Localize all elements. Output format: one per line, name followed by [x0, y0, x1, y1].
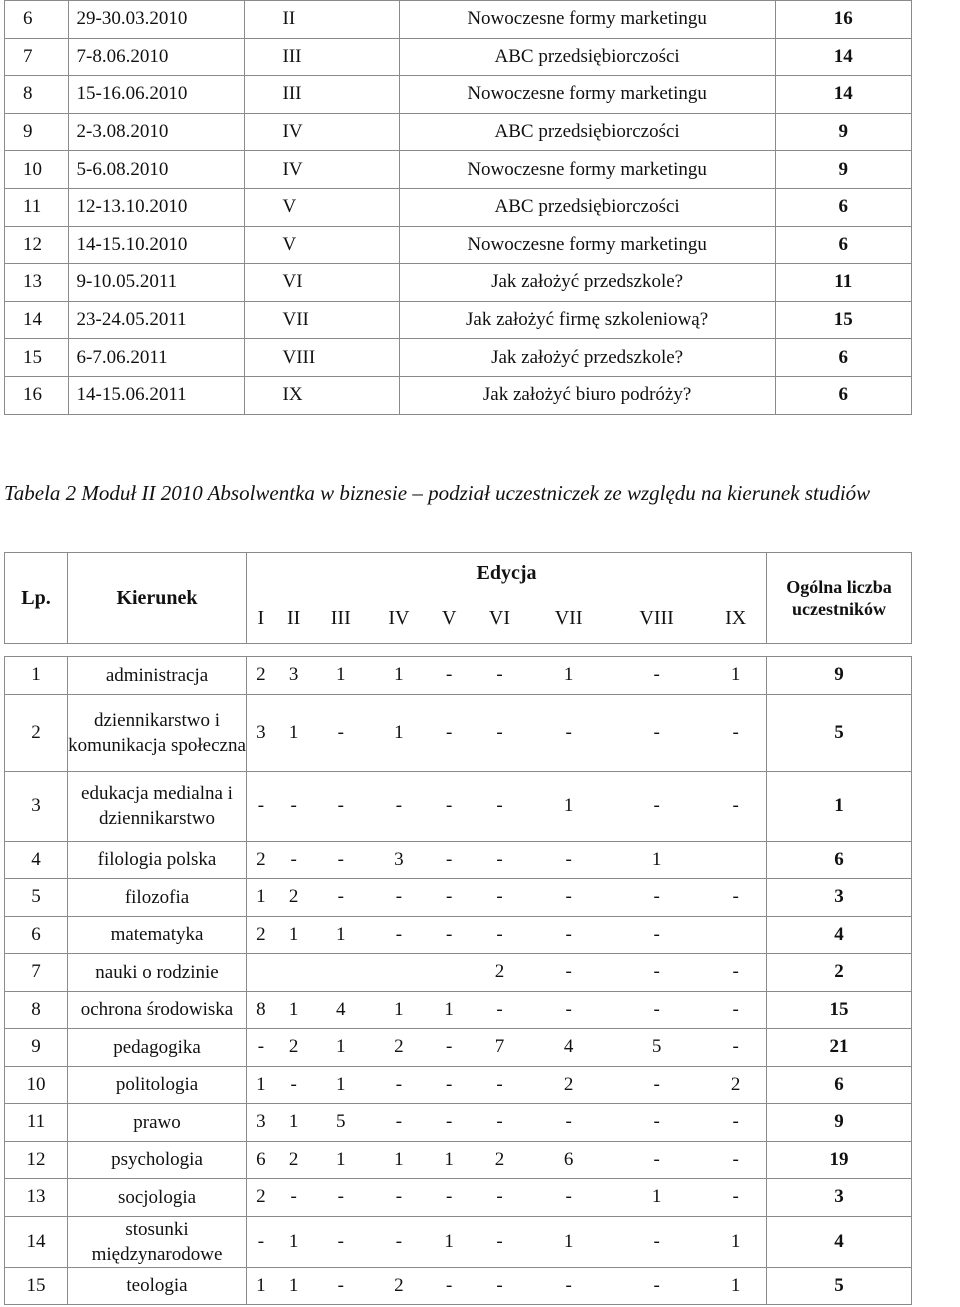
edition-8-value: - — [608, 1104, 705, 1142]
row-number: 8 — [5, 991, 68, 1029]
row-number: 15 — [5, 1267, 68, 1305]
edition-6-value: - — [470, 1066, 530, 1104]
edition-8-value: - — [608, 916, 705, 954]
edition-9-value — [705, 916, 766, 954]
edition-9-value: - — [705, 1104, 766, 1142]
date-cell: 7-8.06.2010 — [68, 38, 244, 76]
header-edition-5: V — [429, 595, 470, 644]
table-row — [5, 1066, 912, 1104]
edition-2-value: 2 — [275, 879, 313, 917]
edition-6-value: 7 — [470, 1029, 530, 1067]
date-cell: 12-13.10.2010 — [68, 188, 244, 226]
modules-table — [4, 0, 912, 415]
module-row — [5, 76, 912, 114]
edition-2-value: 3 — [275, 657, 313, 695]
edition-5-value — [429, 954, 470, 992]
module-row — [5, 188, 912, 226]
edition-9-value: - — [705, 1029, 766, 1067]
date-cell: 14-15.06.2011 — [68, 376, 244, 414]
table-row — [5, 1179, 912, 1217]
field-of-study-cell: ochrona środowiska — [68, 991, 247, 1029]
edition-7-value: - — [529, 1267, 608, 1305]
table-row — [5, 879, 912, 917]
edition-7-value: - — [529, 841, 608, 879]
header-edition-9: IX — [705, 595, 766, 644]
field-of-study-cell: politologia — [68, 1066, 247, 1104]
edition-2-value: 1 — [275, 1104, 313, 1142]
module-row — [5, 226, 912, 264]
module-row — [5, 38, 912, 76]
edition-1-value: 2 — [247, 916, 275, 954]
row-number: 6 — [5, 916, 68, 954]
participant-count-cell: 6 — [775, 376, 911, 414]
edition-9-value: - — [705, 771, 766, 841]
edition-7-value: - — [529, 916, 608, 954]
edition-7-value: 6 — [529, 1141, 608, 1179]
module-name-cell: Jak założyć firmę szkoleniową? — [399, 301, 775, 339]
table-row — [5, 916, 912, 954]
edition-4-value: - — [369, 1066, 429, 1104]
field-of-study-cell: dziennikarstwo i komunikacja społeczna — [68, 694, 247, 771]
date-cell: 23-24.05.2011 — [68, 301, 244, 339]
edition-cell: V — [244, 188, 399, 226]
edition-5-value: 1 — [429, 1216, 470, 1267]
table-row — [5, 1141, 912, 1179]
header-edition-3: III — [312, 595, 369, 644]
edition-8-value: - — [608, 1216, 705, 1267]
edition-4-value: 3 — [369, 841, 429, 879]
edition-8-value: - — [608, 1267, 705, 1305]
total-participants-cell: 9 — [767, 1104, 912, 1142]
edition-6-value: - — [470, 879, 530, 917]
edition-3-value: 1 — [312, 1029, 369, 1067]
edition-2-value — [275, 954, 313, 992]
total-participants-cell: 3 — [767, 1179, 912, 1217]
edition-3-value: 5 — [312, 1104, 369, 1142]
table-row — [5, 657, 912, 695]
edition-cell: IX — [244, 376, 399, 414]
module-name-cell: Nowoczesne formy marketingu — [399, 226, 775, 264]
table-row — [5, 1029, 912, 1067]
edition-7-value: 1 — [529, 1216, 608, 1267]
field-of-study-cell: psychologia — [68, 1141, 247, 1179]
table-row — [5, 771, 912, 841]
row-number: 7 — [5, 38, 69, 76]
edition-9-value: - — [705, 694, 766, 771]
edition-9-value: - — [705, 879, 766, 917]
edition-cell: IV — [244, 151, 399, 189]
edition-3-value: 1 — [312, 916, 369, 954]
edition-cell: VIII — [244, 339, 399, 377]
module-name-cell: Jak założyć przedszkole? — [399, 339, 775, 377]
edition-1-value: 2 — [247, 841, 275, 879]
edition-2-value: 1 — [275, 1216, 313, 1267]
edition-4-value: 2 — [369, 1267, 429, 1305]
table-caption: Tabela 2 Moduł II 2010 Absolwentka w biznesie – podział uczestniczek ze względu na kierunek studiów — [4, 481, 871, 505]
edition-5-value: 1 — [429, 991, 470, 1029]
date-cell: 9-10.05.2011 — [68, 264, 244, 302]
field-of-study-cell: edukacja medialna i dziennikarstwo — [68, 771, 247, 841]
edition-2-value: - — [275, 1066, 313, 1104]
edition-3-value: - — [312, 694, 369, 771]
edition-8-value: 1 — [608, 1179, 705, 1217]
edition-8-value: 1 — [608, 841, 705, 879]
edition-5-value: - — [429, 1104, 470, 1142]
edition-6-value: - — [470, 1179, 530, 1217]
edition-7-value: 2 — [529, 1066, 608, 1104]
table-row — [5, 694, 912, 771]
date-cell: 5-6.08.2010 — [68, 151, 244, 189]
edition-9-value: 2 — [705, 1066, 766, 1104]
edition-cell: VI — [244, 264, 399, 302]
edition-1-value: - — [247, 1029, 275, 1067]
edition-cell: III — [244, 38, 399, 76]
edition-4-value: 2 — [369, 1029, 429, 1067]
participant-count-cell: 6 — [775, 339, 911, 377]
edition-1-value: 2 — [247, 1179, 275, 1217]
module-name-cell: Jak założyć biuro podróży? — [399, 376, 775, 414]
module-name-cell: ABC przedsiębiorczości — [399, 188, 775, 226]
field-of-study-cell: administracja — [68, 657, 247, 695]
edition-9-value — [705, 841, 766, 879]
edition-6-value: - — [470, 771, 530, 841]
edition-5-value: - — [429, 694, 470, 771]
edition-8-value: - — [608, 1141, 705, 1179]
edition-1-value: 1 — [247, 1267, 275, 1305]
row-number: 4 — [5, 841, 68, 879]
date-cell: 29-30.03.2010 — [68, 1, 244, 39]
edition-8-value: - — [608, 657, 705, 695]
edition-7-value: - — [529, 879, 608, 917]
table-row — [5, 1216, 912, 1267]
edition-2-value: 1 — [275, 991, 313, 1029]
edition-3-value — [312, 954, 369, 992]
row-number: 16 — [5, 376, 69, 414]
edition-9-value: 1 — [705, 1216, 766, 1267]
edition-cell: VII — [244, 301, 399, 339]
field-of-study-cell: teologia — [68, 1267, 247, 1305]
edition-1-value: - — [247, 1216, 275, 1267]
row-number: 15 — [5, 339, 69, 377]
module-row — [5, 151, 912, 189]
edition-3-value: 1 — [312, 1066, 369, 1104]
edition-6-value: - — [470, 1216, 530, 1267]
edition-4-value: - — [369, 879, 429, 917]
module-row — [5, 301, 912, 339]
total-participants-cell: 6 — [767, 1066, 912, 1104]
edition-5-value: - — [429, 1066, 470, 1104]
edition-1-value: 6 — [247, 1141, 275, 1179]
field-of-study-cell: prawo — [68, 1104, 247, 1142]
row-number: 1 — [5, 657, 68, 695]
edition-3-value: - — [312, 879, 369, 917]
table-row — [5, 991, 912, 1029]
table-row — [5, 841, 912, 879]
row-number: 9 — [5, 113, 69, 151]
edition-5-value: - — [429, 1029, 470, 1067]
edition-7-value: - — [529, 694, 608, 771]
row-number: 12 — [5, 1141, 68, 1179]
row-number: 14 — [5, 301, 69, 339]
field-of-study-cell: nauki o rodzinie — [68, 954, 247, 992]
header-edition-1: I — [247, 595, 275, 644]
edition-9-value: 1 — [705, 1267, 766, 1305]
total-participants-cell: 9 — [767, 657, 912, 695]
edition-2-value: - — [275, 771, 313, 841]
edition-4-value: - — [369, 1216, 429, 1267]
row-number: 12 — [5, 226, 69, 264]
total-participants-cell: 19 — [767, 1141, 912, 1179]
edition-7-value: - — [529, 1104, 608, 1142]
module-name-cell: Nowoczesne formy marketingu — [399, 151, 775, 189]
header-edition-6: VI — [470, 595, 530, 644]
table-row — [5, 1104, 912, 1142]
edition-9-value: - — [705, 1179, 766, 1217]
edition-5-value: - — [429, 841, 470, 879]
edition-6-value: - — [470, 1104, 530, 1142]
edition-3-value: - — [312, 1267, 369, 1305]
total-participants-cell: 2 — [767, 954, 912, 992]
participant-count-cell: 11 — [775, 264, 911, 302]
participant-count-cell: 6 — [775, 226, 911, 264]
row-number: 13 — [5, 1179, 68, 1217]
date-cell: 2-3.08.2010 — [68, 113, 244, 151]
edition-2-value: 1 — [275, 1267, 313, 1305]
header-lp: Lp. — [5, 553, 68, 644]
edition-4-value: 1 — [369, 694, 429, 771]
participant-count-cell: 9 — [775, 151, 911, 189]
spacer-row — [5, 644, 912, 657]
edition-3-value: - — [312, 771, 369, 841]
row-number: 14 — [5, 1216, 68, 1267]
edition-4-value: 1 — [369, 657, 429, 695]
row-number: 9 — [5, 1029, 68, 1067]
field-of-study-cell: filozofia — [68, 879, 247, 917]
participant-count-cell: 14 — [775, 38, 911, 76]
participants-by-field-table — [4, 552, 912, 1305]
edition-8-value: - — [608, 1066, 705, 1104]
edition-5-value: - — [429, 916, 470, 954]
edition-1-value — [247, 954, 275, 992]
participant-count-cell: 6 — [775, 188, 911, 226]
edition-3-value: - — [312, 841, 369, 879]
edition-7-value: - — [529, 954, 608, 992]
edition-8-value: - — [608, 694, 705, 771]
row-number: 5 — [5, 879, 68, 917]
edition-5-value: - — [429, 771, 470, 841]
total-participants-cell: 21 — [767, 1029, 912, 1067]
field-of-study-cell: matematyka — [68, 916, 247, 954]
edition-8-value: - — [608, 954, 705, 992]
edition-2-value: - — [275, 1179, 313, 1217]
module-name-cell: ABC przedsiębiorczości — [399, 113, 775, 151]
module-row — [5, 1, 912, 39]
edition-6-value: - — [470, 991, 530, 1029]
edition-1-value: 8 — [247, 991, 275, 1029]
edition-2-value: 2 — [275, 1029, 313, 1067]
edition-2-value: 2 — [275, 1141, 313, 1179]
edition-7-value: 4 — [529, 1029, 608, 1067]
edition-4-value: - — [369, 1104, 429, 1142]
edition-4-value: - — [369, 771, 429, 841]
total-participants-cell: 4 — [767, 1216, 912, 1267]
header-edition-7: VII — [529, 595, 608, 644]
edition-7-value: 1 — [529, 771, 608, 841]
header-edition-8: VIII — [608, 595, 705, 644]
participant-count-cell: 14 — [775, 76, 911, 114]
row-number: 2 — [5, 694, 68, 771]
edition-4-value: - — [369, 1179, 429, 1217]
edition-cell: IV — [244, 113, 399, 151]
module-name-cell: Nowoczesne formy marketingu — [399, 1, 775, 39]
total-participants-cell: 6 — [767, 841, 912, 879]
edition-1-value: 1 — [247, 879, 275, 917]
row-number: 11 — [5, 188, 69, 226]
edition-5-value: - — [429, 1267, 470, 1305]
field-of-study-cell: stosunki międzynarodowe — [68, 1216, 247, 1267]
date-cell: 15-16.06.2010 — [68, 76, 244, 114]
total-participants-cell: 15 — [767, 991, 912, 1029]
module-name-cell: Nowoczesne formy marketingu — [399, 76, 775, 114]
date-cell: 6-7.06.2011 — [68, 339, 244, 377]
edition-7-value: - — [529, 991, 608, 1029]
edition-9-value: - — [705, 1141, 766, 1179]
edition-6-value: 2 — [470, 954, 530, 992]
edition-2-value: 1 — [275, 694, 313, 771]
edition-8-value: - — [608, 991, 705, 1029]
edition-1-value: 1 — [247, 1066, 275, 1104]
total-participants-cell: 5 — [767, 694, 912, 771]
edition-5-value: - — [429, 879, 470, 917]
edition-3-value: - — [312, 1179, 369, 1217]
field-of-study-cell: filologia polska — [68, 841, 247, 879]
module-name-cell: ABC przedsiębiorczości — [399, 38, 775, 76]
edition-6-value: 2 — [470, 1141, 530, 1179]
edition-6-value: - — [470, 841, 530, 879]
edition-cell: V — [244, 226, 399, 264]
edition-8-value: - — [608, 771, 705, 841]
total-participants-cell: 3 — [767, 879, 912, 917]
module-row — [5, 339, 912, 377]
edition-1-value: - — [247, 771, 275, 841]
spacer-cell — [5, 644, 912, 657]
participant-count-cell: 9 — [775, 113, 911, 151]
edition-6-value: - — [470, 694, 530, 771]
participant-count-cell: 15 — [775, 301, 911, 339]
edition-3-value: 1 — [312, 657, 369, 695]
row-number: 8 — [5, 76, 69, 114]
edition-4-value: 1 — [369, 1141, 429, 1179]
total-participants-cell: 1 — [767, 771, 912, 841]
edition-5-value: - — [429, 1179, 470, 1217]
table-row — [5, 1267, 912, 1305]
header-edition-4: IV — [369, 595, 429, 644]
edition-6-value: - — [470, 657, 530, 695]
header-total: Ogólna liczba uczestników — [767, 553, 912, 644]
edition-4-value — [369, 954, 429, 992]
header-edition-2: II — [275, 595, 313, 644]
total-participants-cell: 5 — [767, 1267, 912, 1305]
edition-cell: II — [244, 1, 399, 39]
table-row — [5, 954, 912, 992]
field-of-study-cell: socjologia — [68, 1179, 247, 1217]
field-of-study-cell: pedagogika — [68, 1029, 247, 1067]
edition-6-value: - — [470, 916, 530, 954]
header-edycja: Edycja — [247, 553, 767, 595]
edition-4-value: - — [369, 916, 429, 954]
row-number: 7 — [5, 954, 68, 992]
edition-9-value: - — [705, 954, 766, 992]
edition-6-value: - — [470, 1267, 530, 1305]
row-number: 10 — [5, 151, 69, 189]
edition-1-value: 2 — [247, 657, 275, 695]
edition-3-value: - — [312, 1216, 369, 1267]
edition-3-value: 4 — [312, 991, 369, 1029]
row-number: 10 — [5, 1066, 68, 1104]
module-row — [5, 264, 912, 302]
module-name-cell: Jak założyć przedszkole? — [399, 264, 775, 302]
edition-8-value: 5 — [608, 1029, 705, 1067]
date-cell: 14-15.10.2010 — [68, 226, 244, 264]
edition-2-value: - — [275, 841, 313, 879]
row-number: 6 — [5, 1, 69, 39]
edition-5-value: 1 — [429, 1141, 470, 1179]
row-number: 11 — [5, 1104, 68, 1142]
total-participants-cell: 4 — [767, 916, 912, 954]
edition-7-value: 1 — [529, 657, 608, 695]
edition-4-value: 1 — [369, 991, 429, 1029]
header-kierunek: Kierunek — [68, 553, 247, 644]
edition-1-value: 3 — [247, 1104, 275, 1142]
edition-9-value: 1 — [705, 657, 766, 695]
row-number: 3 — [5, 771, 68, 841]
edition-9-value: - — [705, 991, 766, 1029]
edition-5-value: - — [429, 657, 470, 695]
row-number: 13 — [5, 264, 69, 302]
edition-cell: III — [244, 76, 399, 114]
edition-1-value: 3 — [247, 694, 275, 771]
edition-2-value: 1 — [275, 916, 313, 954]
edition-8-value: - — [608, 879, 705, 917]
module-row — [5, 113, 912, 151]
participant-count-cell: 16 — [775, 1, 911, 39]
edition-3-value: 1 — [312, 1141, 369, 1179]
edition-7-value: - — [529, 1179, 608, 1217]
module-row — [5, 376, 912, 414]
